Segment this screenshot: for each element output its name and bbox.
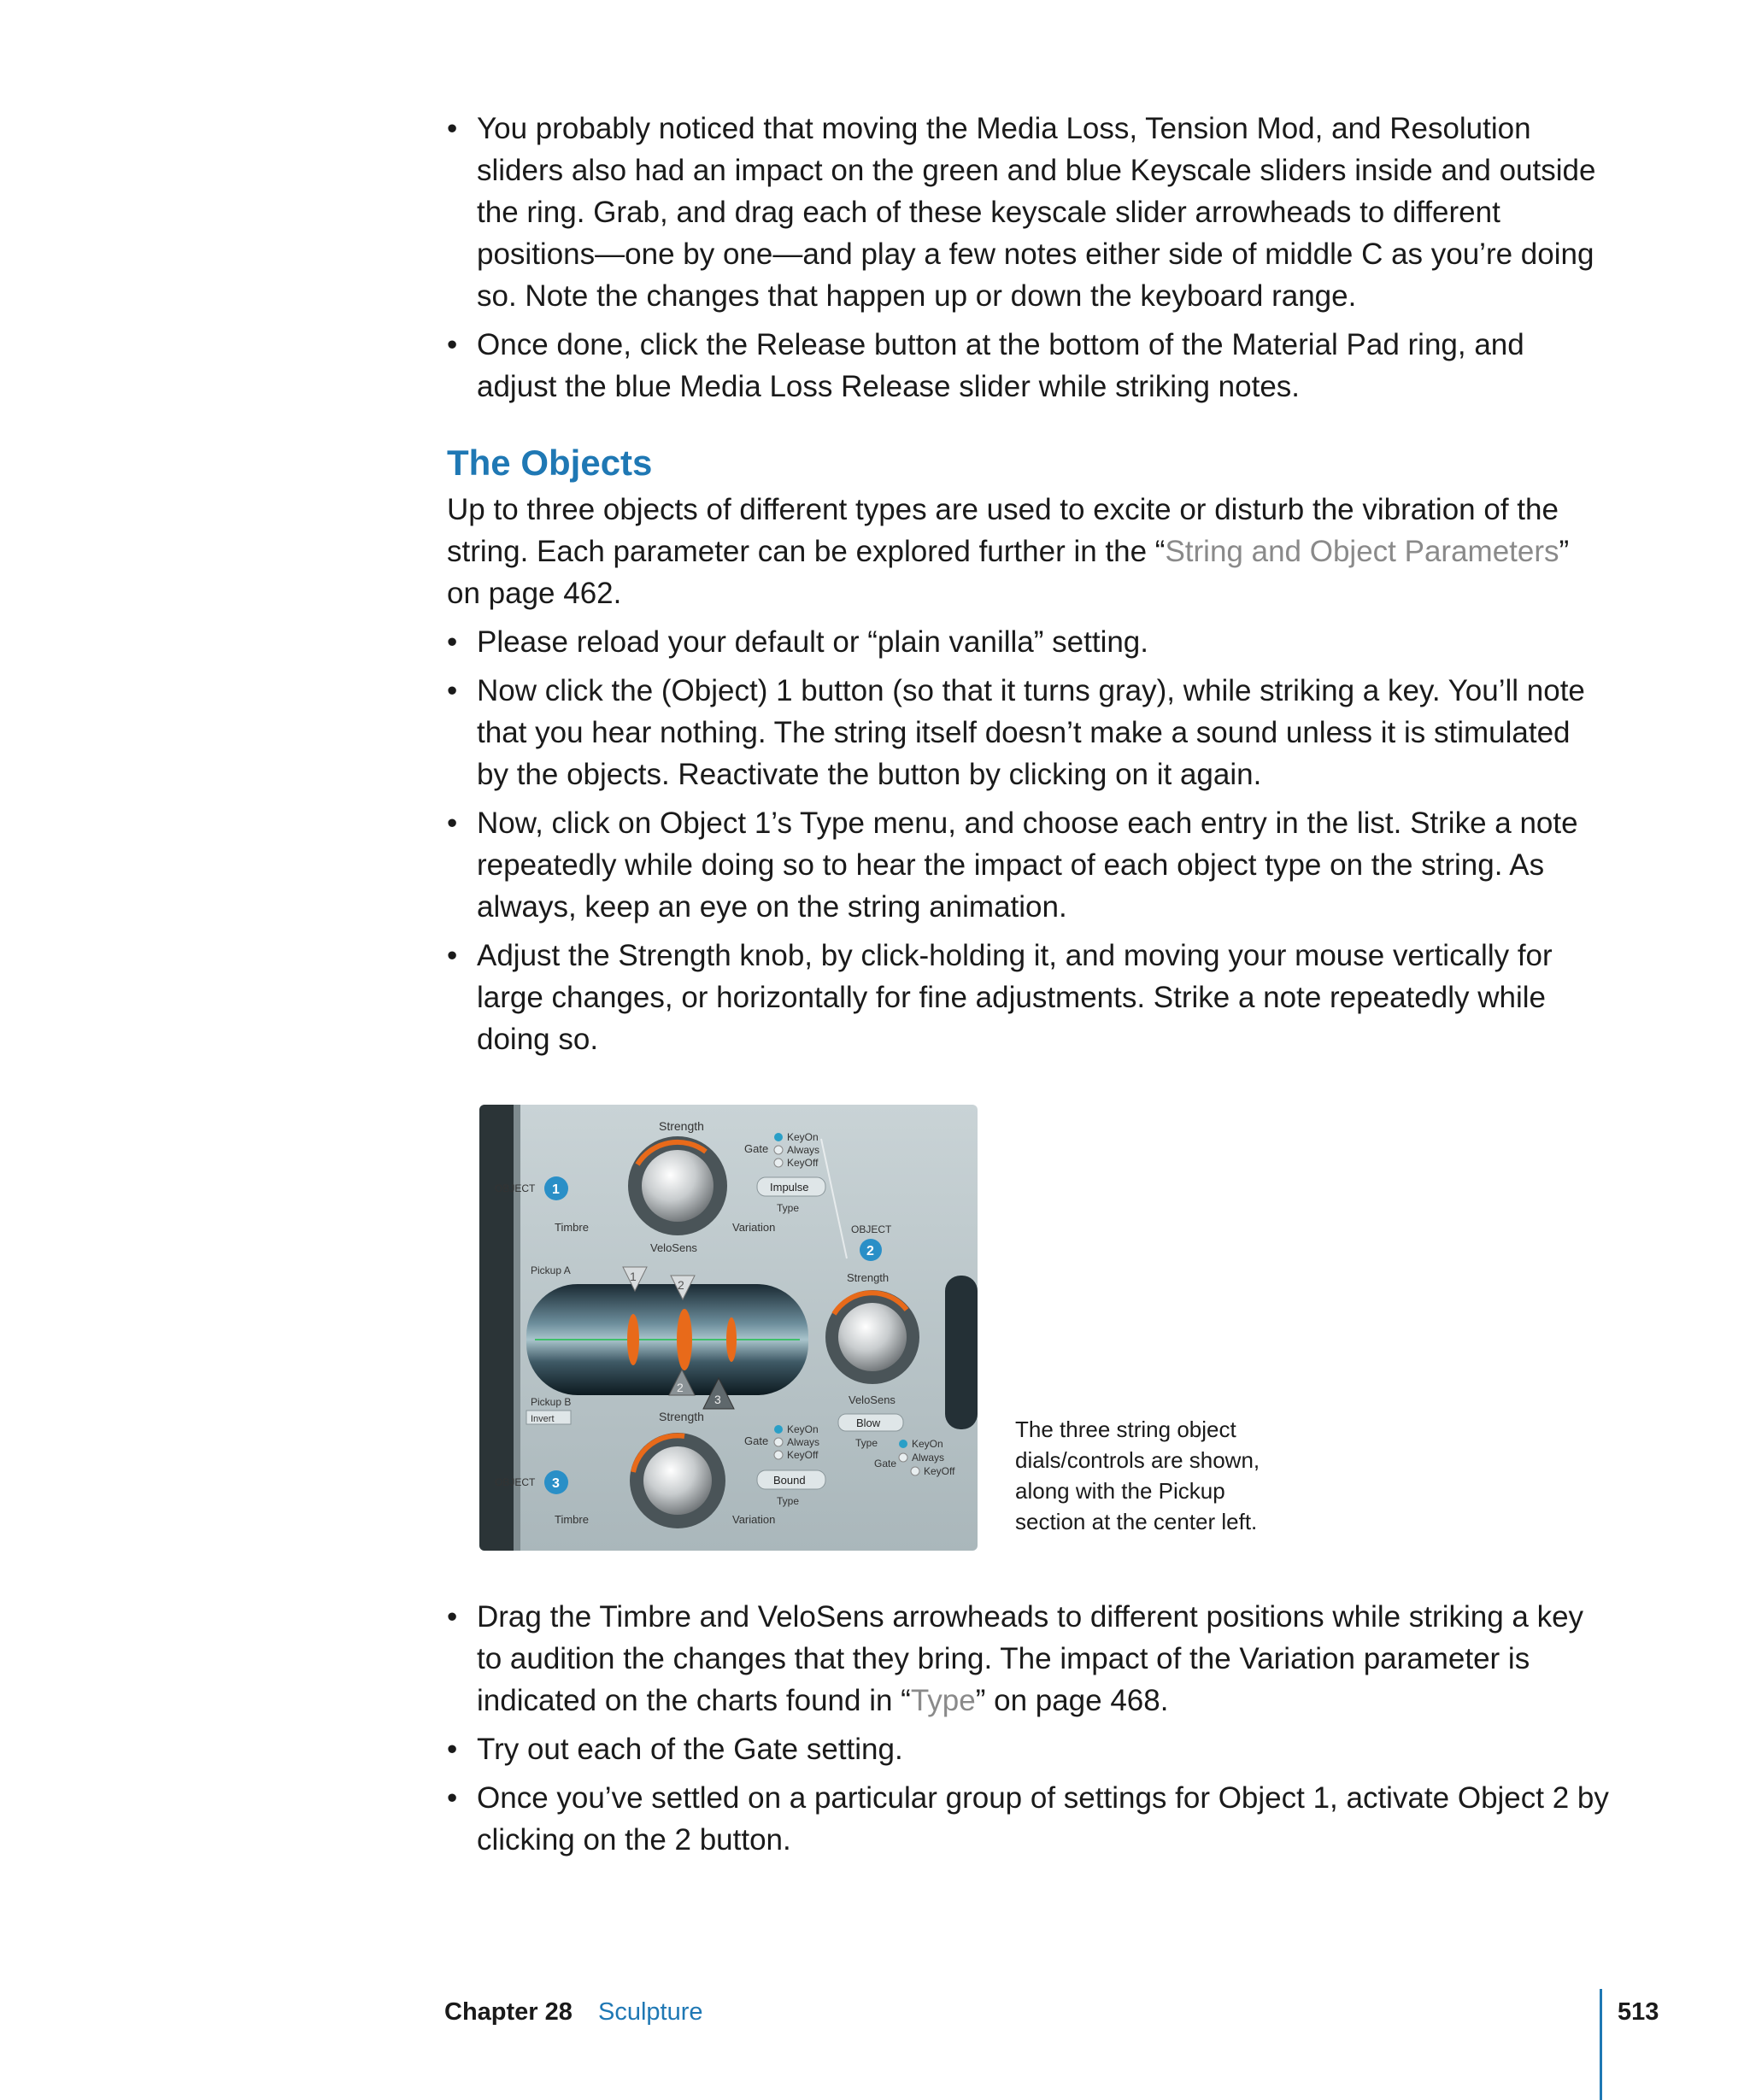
object2-always-radio[interactable]: [899, 1453, 907, 1462]
object3-type-value: Bound: [773, 1474, 806, 1487]
bottom-bullet-list: [447, 1596, 1609, 1868]
section-heading: The Objects: [447, 443, 653, 483]
object1-strength-label: Strength: [659, 1119, 704, 1133]
list-item: [447, 621, 1609, 663]
footer-divider: [1600, 1989, 1602, 2100]
pickup-vibration-marker: [677, 1309, 692, 1370]
bullet-marker: •: [447, 1733, 458, 1766]
pickup-vibration-marker: [726, 1317, 737, 1362]
object2-button-number: 2: [866, 1244, 874, 1258]
object1-variation-label: Variation: [732, 1221, 776, 1234]
footer-chapter-title[interactable]: Sculpture: [598, 1998, 703, 2026]
object2-type-label: Type: [855, 1437, 878, 1449]
list-item-text: Try out each of the Gate setting.: [477, 1733, 903, 1766]
object1-object-label: OBJECT: [495, 1182, 536, 1194]
object1-velosens-label: VeloSens: [650, 1241, 697, 1254]
object3-keyoff-label: KeyOff: [787, 1449, 819, 1461]
objects-section: [447, 441, 1609, 1067]
object1-keyoff-label: KeyOff: [787, 1157, 819, 1169]
list-item-text-end: ” on page 468.: [975, 1684, 1169, 1717]
object2-always-label: Always: [912, 1452, 945, 1464]
object1-timbre-label: Timbre: [555, 1221, 589, 1234]
bullet-marker: •: [447, 328, 458, 361]
cross-reference-link[interactable]: Type: [910, 1684, 976, 1717]
object3-strength-label: Strength: [659, 1410, 704, 1423]
figure-caption: The three string object dials/controls are shown, along with the Pickup section at the center left.: [1015, 1417, 1260, 1534]
list-item-text: Once you’ve settled on a particular group of settings for Object 1, activate Object 2 by clicking on the 2 button.: [477, 1781, 1609, 1857]
list-item-text: Once done, click the Release button at the bottom of the Material Pad ring, and adjust the blue Media Loss Release slider while striking notes.: [477, 328, 1524, 403]
object2-strength-label: Strength: [847, 1271, 890, 1284]
top-bullet-list: [447, 108, 1609, 414]
object3-keyoff-radio[interactable]: [774, 1451, 783, 1459]
mid-bullet-list: [447, 621, 1609, 1060]
object2-type-value: Blow: [856, 1417, 881, 1429]
bullet-marker: •: [447, 674, 458, 707]
list-item-text: Adjust the Strength knob, by click-holding it, and moving your mouse vertically for large changes, or horizontally for fine adjustments. Strike a note repeatedly while doing so.: [477, 939, 1553, 1056]
object2-keyon-label: KeyOn: [912, 1438, 943, 1450]
pickup-handle-number: 2: [677, 1381, 684, 1394]
bullet-marker: •: [447, 625, 458, 659]
object3-always-label: Always: [787, 1436, 820, 1448]
object3-timbre-label: Timbre: [555, 1513, 589, 1526]
object3-type-label: Type: [777, 1495, 800, 1507]
footer-chapter: Chapter 28: [444, 1998, 573, 2026]
object1-always-radio[interactable]: [774, 1146, 783, 1154]
sculpture-objects-figure: [479, 1105, 978, 1551]
object1-strength-knob[interactable]: [642, 1150, 714, 1222]
object1-type-value: Impulse: [770, 1181, 809, 1194]
object2-keyon-radio[interactable]: [899, 1440, 907, 1448]
list-item: [447, 1777, 1609, 1861]
list-item: [447, 1728, 1609, 1770]
object2-strength-knob[interactable]: [838, 1303, 907, 1371]
string-ring-edge: [945, 1276, 978, 1429]
bullet-marker: •: [447, 1600, 458, 1634]
list-item: [447, 670, 1609, 795]
object1-button-number: 1: [552, 1182, 560, 1197]
object3-handle-number: 3: [714, 1393, 721, 1406]
object1-handle-number: 1: [630, 1270, 637, 1283]
object2-keyoff-radio[interactable]: [911, 1467, 919, 1475]
object3-gate-label: Gate: [744, 1434, 769, 1447]
object2-handle-number: 2: [678, 1278, 684, 1292]
object1-gate-label: Gate: [744, 1142, 769, 1155]
object3-object-label: OBJECT: [495, 1476, 536, 1488]
bullet-marker: •: [447, 112, 458, 145]
object3-variation-label: Variation: [732, 1513, 776, 1526]
list-item: [447, 802, 1609, 928]
object2-keyoff-label: KeyOff: [924, 1465, 955, 1477]
object2-velosens-label: VeloSens: [849, 1393, 896, 1406]
pickup-a-label: Pickup A: [531, 1264, 571, 1276]
pickup-vibration-marker: [627, 1314, 639, 1365]
section-intro: [447, 489, 1609, 614]
object1-always-label: Always: [787, 1144, 820, 1156]
cross-reference-link[interactable]: String and Object Parameters: [1165, 535, 1559, 568]
bullet-marker: •: [447, 939, 458, 972]
intro-text-end: ” on page 462.: [447, 535, 1570, 610]
bullet-marker: •: [447, 807, 458, 840]
object3-keyon-label: KeyOn: [787, 1423, 819, 1435]
object2-object-label: OBJECT: [851, 1223, 892, 1235]
object1-type-label: Type: [777, 1202, 800, 1214]
object1-keyon-label: KeyOn: [787, 1131, 819, 1143]
page-number: 513: [1618, 1998, 1659, 2026]
figure-illustration: [479, 1105, 978, 1551]
list-item-text: You probably noticed that moving the Media Loss, Tension Mod, and Resolution sliders also had an impact on the green and blue Keyscale sliders inside and outside the ring. Grab, and drag each of these keyscale slider arrowheads to different positions—one by one—and play a few notes either side of middle C as you’re doing so. Note the changes that happen up or down the keyboard range.: [477, 112, 1596, 313]
object1-keyoff-radio[interactable]: [774, 1159, 783, 1167]
object2-gate-label: Gate: [874, 1458, 897, 1469]
intro-text: Up to three objects of different types are used to excite or disturb the vibration of the string. Each parameter can be explored further in the “: [447, 493, 1559, 568]
list-item: [447, 935, 1609, 1060]
object3-keyon-radio[interactable]: [774, 1425, 783, 1434]
list-item-text: Please reload your default or “plain vanilla” setting.: [477, 625, 1148, 659]
list-item-text: Drag the Timbre and VeloSens arrowheads to different positions while striking a key to audition the changes that they bring. The impact of the Variation parameter is indicated on the charts found in “: [477, 1600, 1584, 1717]
bullet-marker: •: [447, 1781, 458, 1815]
object1-keyon-radio[interactable]: [774, 1133, 783, 1141]
list-item-text: Now, click on Object 1’s Type menu, and choose each entry in the list. Strike a note repeatedly while doing so to hear the impact of each object type on the string. As always, keep an eye on the string animation.: [477, 807, 1578, 924]
pickup-b-label: Pickup B: [531, 1396, 572, 1408]
object3-strength-knob[interactable]: [643, 1446, 712, 1515]
object3-always-radio[interactable]: [774, 1438, 783, 1446]
list-item: [447, 324, 1609, 408]
invert-label: Invert: [531, 1414, 555, 1424]
list-item: [447, 1596, 1609, 1722]
object3-button-number: 3: [552, 1476, 560, 1491]
list-item-text: Now click the (Object) 1 button (so that it turns gray), while striking a key. You’ll note that you hear nothing. The string itself doesn’t make a sound unless it is stimulated by the objects. Reactivate the button by clicking on it again.: [477, 674, 1585, 791]
list-item: [447, 108, 1609, 317]
